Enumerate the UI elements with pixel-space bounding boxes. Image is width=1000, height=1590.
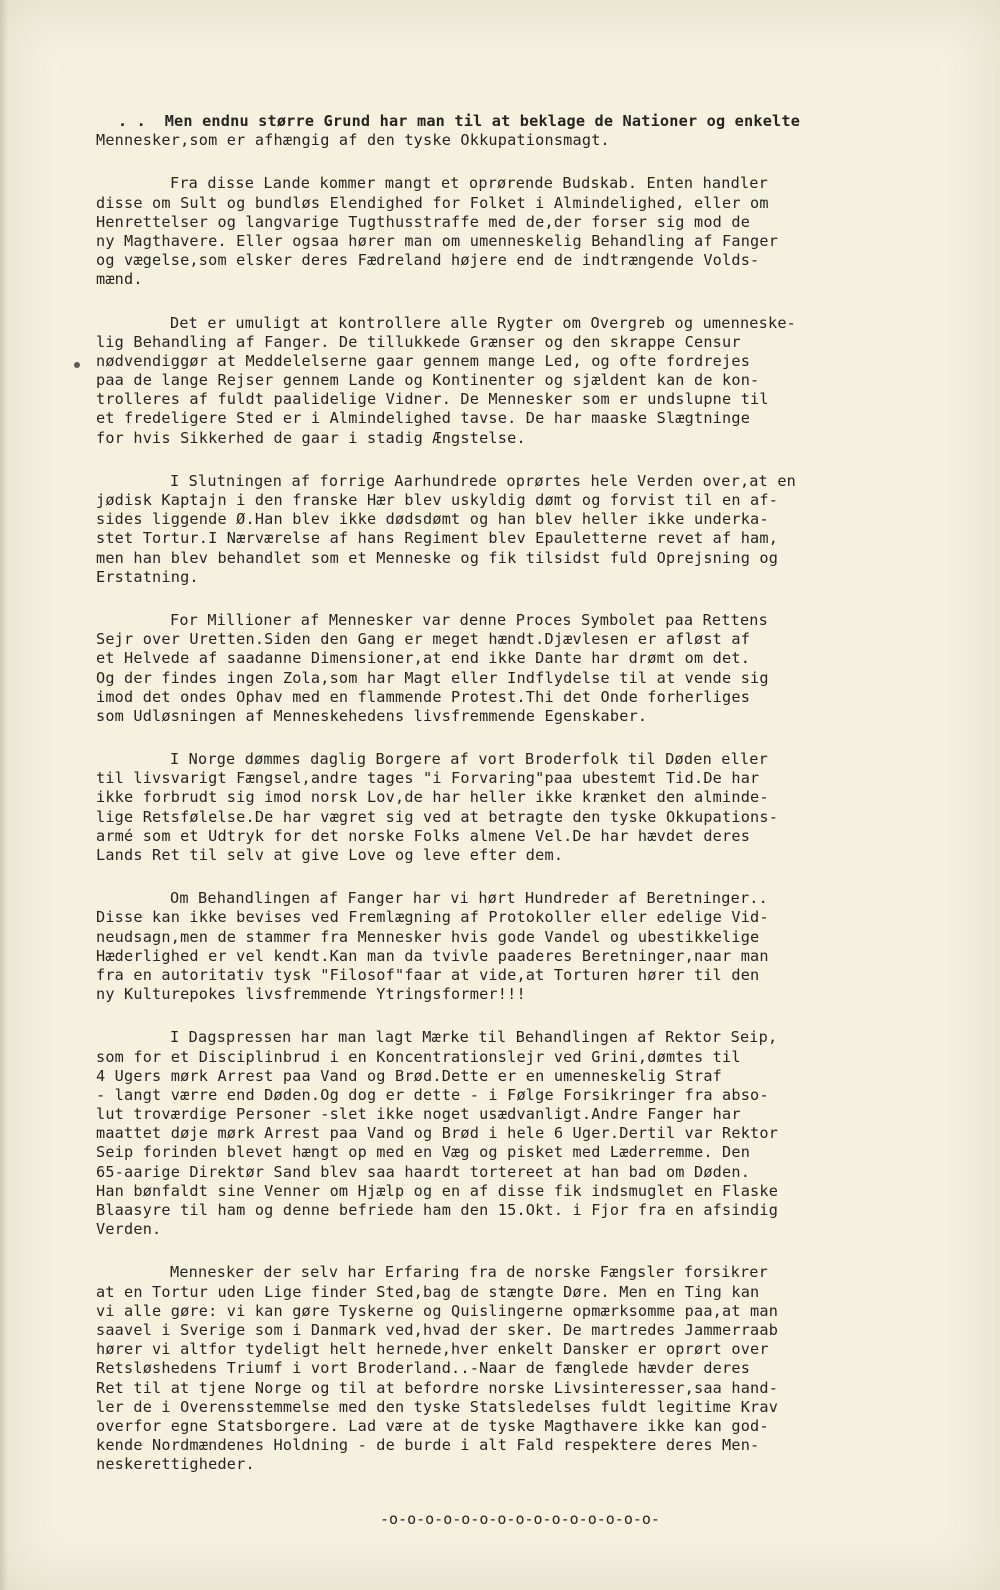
text-line: som Udløsningen af Menneskehedens livsfremmende Egenskaber. bbox=[96, 706, 648, 725]
paragraph bbox=[96, 314, 976, 448]
text-line: kende Nordmændenes Holdning - de burde i alt Fald respektere deres Men- bbox=[96, 1436, 760, 1455]
text-line: I Slutningen af forrige Aarhundrede oprørtes hele Verden over,at en bbox=[170, 471, 797, 490]
text-line: ny Magthavere. Eller ogsaa hører man om umenneskelig Behandling af Fanger bbox=[96, 231, 779, 250]
text-line: Lands Ret til selv at give Love og leve efter dem. bbox=[96, 846, 564, 864]
text-line: Og der findes ingen Zola,som har Magt eller Indflydelse til at vende sig bbox=[96, 668, 769, 687]
text-line: overfor egne Statsborgere. Lad være at de tyske Magthavere ikke kan god- bbox=[96, 1416, 769, 1435]
text-line: stet Tortur.I Nærværelse af hans Regiment blev Epauletterne revet af ham, bbox=[96, 529, 779, 548]
paragraph bbox=[96, 1028, 976, 1239]
text-line: for hvis Sikkerhed de gaar i stadig Ængstelse. bbox=[96, 428, 526, 447]
text-line: Erstatning. bbox=[96, 567, 199, 586]
text-line: lige Retsfølelse.De har vægret sig ved at betragte den tyske Okkupations- bbox=[96, 807, 779, 826]
closing-rule: -o-o-o-o-o-o-o-o-o-o-o-o-o-o-o- bbox=[380, 1510, 660, 1528]
text-line: Henrettelser og langvarige Tugthusstraffe med de,der forser sig mod de bbox=[96, 212, 751, 231]
text-line: - langt værre end Døden.Og dog er dette - i Følge Forsikringer fra abso- bbox=[96, 1085, 769, 1104]
text-line: Disse kan ikke bevises ved Fremlægning af Protokoller eller edelige Vid- bbox=[96, 908, 769, 927]
text-line: saavel i Sverige som i Danmark ved,hvad der sker. De martredes Jammerraab bbox=[96, 1320, 779, 1339]
text-line: . . Men endnu større Grund har man til at beklage de Nationer og enkelte bbox=[118, 112, 801, 130]
text-line: I Norge dømmes daglig Borgere af vort Broderfolk til Døden eller bbox=[170, 750, 768, 769]
text-line: trolleres af fuldt paalidelige Vidner. De Mennesker som er undslupne til bbox=[96, 390, 769, 409]
text-line: lut troværdige Personer -slet ikke noget usædvanligt.Andre Fanger har bbox=[96, 1105, 741, 1124]
text-line: Han bønfaldt sine Venner om Hjælp og en af disse fik indsmuglet en Flaske bbox=[96, 1181, 779, 1200]
text-line: men han blev behandlet som et Menneske og fik tilsidst fuld Oprejsning og bbox=[96, 548, 779, 567]
text-line: et fredeligere Sted er i Almindelighed tavse. De har maaske Slægtninge bbox=[96, 409, 751, 428]
text-line: Mennesker,som er afhængig af den tyske Okkupationsmagt. bbox=[96, 131, 610, 150]
text-line: I Dagspressen har man lagt Mærke til Behandlingen af Rektor Seip, bbox=[170, 1028, 778, 1047]
text-line: Mennesker der selv har Erfaring fra de norske Fængsler forsikrer bbox=[170, 1263, 768, 1282]
text-line: armé som et Udtryk for det norske Folks almene Vel.De har hævdet deres bbox=[96, 826, 751, 845]
text-line: For Millioner af Mennesker var denne Proces Symbolet paa Rettens bbox=[170, 610, 768, 629]
text-line: at en Tortur uden Lige finder Sted,bag de stængte Døre. Men en Ting kan bbox=[96, 1282, 760, 1301]
text-line: Seip forinden blevet hængt op med en Væg og pisket med Læderremme. Den bbox=[96, 1143, 751, 1162]
text-line: sides liggende Ø.Han blev ikke dødsdømt og han blev heller ikke underka- bbox=[96, 510, 769, 529]
text-line: Hæderlighed er vel kendt.Kan man da tvivle paaderes Beretninger,naar man bbox=[96, 946, 769, 965]
text-line: hører vi altfor tydeligt helt hernede,hver enkelt Dansker er oprørt over bbox=[96, 1340, 769, 1359]
paragraph bbox=[96, 750, 976, 865]
text-line: fra en autoritativ tysk "Filosof"faar at vide,at Torturen hører til den bbox=[96, 965, 760, 984]
text-line: maattet døje mørk Arrest paa Vand og Brød i hele 6 Uger.Dertil var Rektor bbox=[96, 1124, 779, 1143]
document-body bbox=[96, 112, 976, 1498]
text-line: ikke forbrudt sig imod norsk Lov,de har heller ikke krænket den alminde- bbox=[96, 788, 769, 807]
text-line: vi alle gøre: vi kan gøre Tyskerne og Quislingerne opmærksomme paa,at man bbox=[96, 1301, 779, 1320]
text-line: disse om Sult og bundløs Elendighed for Folket i Almindelighed, eller om bbox=[96, 193, 769, 212]
text-line: Verden. bbox=[96, 1220, 162, 1239]
paragraph bbox=[96, 889, 976, 1004]
text-line: lig Behandling af Fanger. De tillukkede Grænser og den skrappe Censur bbox=[96, 332, 741, 351]
text-line: jødisk Kaptajn i den franske Hær blev uskyldig dømt og forvist til en af- bbox=[96, 491, 779, 509]
text-line: nødvendiggør at Meddelelserne gaar gennem mange Led, og ofte fordrejes bbox=[96, 351, 751, 370]
paragraph bbox=[96, 611, 976, 726]
text-line: mænd. bbox=[96, 270, 143, 289]
text-line: imod det ondes Ophav med en flammende Protest.Thi det Onde forherliges bbox=[96, 687, 751, 706]
text-line: og vægelse,som elsker deres Fædreland højere end de indtrængende Volds- bbox=[96, 251, 760, 270]
text-line: Ret til at tjene Norge og til at befordre norske Livsinteresser,saa hand- bbox=[96, 1378, 779, 1397]
text-line: Blaasyre til ham og denne befriede ham den 15.Okt. i Fjor fra en afsindig bbox=[96, 1201, 779, 1219]
paragraph bbox=[96, 112, 976, 150]
text-line: Sejr over Uretten.Siden den Gang er meget hændt.Djævlesen er afløst af bbox=[96, 630, 751, 649]
text-line: neskerettigheder. bbox=[96, 1455, 255, 1474]
text-line: Om Behandlingen af Fanger har vi hørt Hundreder af Beretninger.. bbox=[170, 889, 768, 908]
page-edge-shadow bbox=[0, 0, 8, 1590]
punch-mark bbox=[74, 362, 80, 368]
text-line: et Helvede af saadanne Dimensioner,at end ikke Dante har drømt om det. bbox=[96, 649, 751, 668]
text-line: Det er umuligt at kontrollere alle Rygter om Overgreb og umenneske- bbox=[170, 313, 797, 332]
text-line: Retsløshedens Triumf i vort Broderland..-Naar de fænglede hævder deres bbox=[96, 1359, 751, 1378]
text-line: Fra disse Lande kommer mangt et oprørende Budskab. Enten handler bbox=[170, 174, 768, 193]
paragraph bbox=[96, 472, 976, 587]
text-line: 65-aarige Direktør Sand blev saa haardt tortereet at han bad om Døden. bbox=[96, 1162, 751, 1181]
paragraph bbox=[96, 174, 976, 289]
paragraph bbox=[96, 1263, 976, 1474]
text-line: neudsagn,men de stammer fra Mennesker hvis gode Vandel og ubestikkelige bbox=[96, 927, 760, 946]
text-line: som for et Disciplinbrud i en Koncentrationslejr ved Grini,dømtes til bbox=[96, 1047, 741, 1066]
text-line: ler de i Overensstemmelse med den tyske Statsledelses fuldt legitime Krav bbox=[96, 1397, 779, 1416]
text-line: til livsvarigt Fængsel,andre tages "i Forvaring"paa ubestemt Tid.De har bbox=[96, 769, 760, 788]
text-line: paa de lange Rejser gennem Lande og Kontinenter og sjældent kan de kon- bbox=[96, 371, 760, 390]
text-line: ny Kulturepokes livsfremmende Ytringsformer!!! bbox=[96, 985, 526, 1004]
text-line: 4 Ugers mørk Arrest paa Vand og Brød.Dette er en umenneskelig Straf bbox=[96, 1066, 723, 1085]
